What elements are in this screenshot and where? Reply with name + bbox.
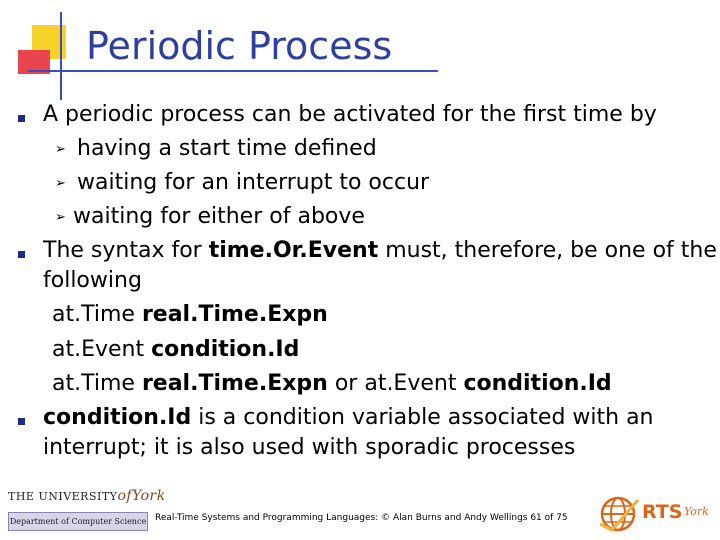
syntax-option-1-keyword: real.Time.Expn	[141, 302, 328, 327]
university-of-york-logo	[8, 488, 166, 534]
title-accent-vertical-rule	[60, 12, 62, 100]
rts-logo-york: York	[684, 505, 709, 518]
syntax-option-3-keyword-1: real.Time.Expn	[141, 371, 328, 396]
bullet-3-text: is a condition variable associated with an	[191, 405, 654, 430]
bullet-1-line: A periodic process can be activated for the first time by	[43, 102, 657, 127]
syntax-option-2-prefix: at.Event	[52, 337, 152, 362]
title-underline-rule	[28, 70, 438, 72]
syntax-option-3-keyword-2: condition.Id	[463, 371, 612, 396]
syntax-option-3	[52, 371, 612, 397]
university-logo-of: of	[117, 488, 133, 504]
bullet-2-keyword: time.Or.Event	[208, 238, 379, 263]
university-logo-text: THE UNIVERSITY	[8, 490, 118, 503]
department-label: Department of Computer Science	[8, 512, 148, 531]
syntax-option-3-prefix: at.Time	[52, 371, 142, 396]
arrow-bullet-icon: ➢	[55, 210, 66, 225]
bullet-1-text	[43, 102, 657, 128]
syntax-option-3-middle: or at.Event	[327, 371, 464, 396]
sub-bullet-3-text: waiting for either of above	[73, 204, 365, 229]
bullet-2-line-2: following	[43, 268, 142, 293]
bullet-3-keyword: condition.Id	[43, 405, 192, 430]
sub-bullet-1-text: having a start time defined	[77, 136, 377, 161]
bullet-3-line-1	[43, 405, 654, 431]
bullet-3-line-2: interrupt; it is also used with sporadic processes	[43, 435, 576, 460]
square-bullet-icon	[18, 115, 25, 122]
syntax-option-2	[52, 337, 299, 363]
syntax-option-1-prefix: at.Time	[52, 302, 142, 327]
university-logo-york	[117, 488, 165, 504]
rts-logo-text: RTS	[642, 501, 683, 523]
sub-bullet-1	[55, 136, 377, 163]
syntax-option-1	[52, 302, 328, 328]
arrow-bullet-icon: ➢	[55, 176, 66, 191]
bullet-2-text: The syntax for	[43, 238, 209, 263]
sub-bullet-3	[55, 204, 365, 231]
globe-icon	[598, 494, 640, 534]
square-bullet-icon	[18, 251, 25, 258]
footer-text: Real-Time Systems and Programming Languages: © Alan Burns and Andy Wellings 61 of 75	[155, 513, 568, 523]
rts-york-logo	[598, 494, 713, 534]
arrow-bullet-icon: ➢	[55, 142, 66, 157]
sub-bullet-2-text: waiting for an interrupt to occur	[77, 170, 430, 195]
syntax-option-2-keyword: condition.Id	[151, 337, 300, 362]
square-bullet-icon	[18, 418, 25, 425]
university-logo-wordmark	[8, 488, 166, 504]
slide-title: Periodic Process	[86, 24, 393, 68]
university-logo-york-text: York	[132, 488, 166, 504]
bullet-2-text-end: must, therefore, be one of the	[378, 238, 717, 263]
sub-bullet-2	[55, 170, 429, 197]
bullet-2-line-1	[43, 238, 717, 264]
